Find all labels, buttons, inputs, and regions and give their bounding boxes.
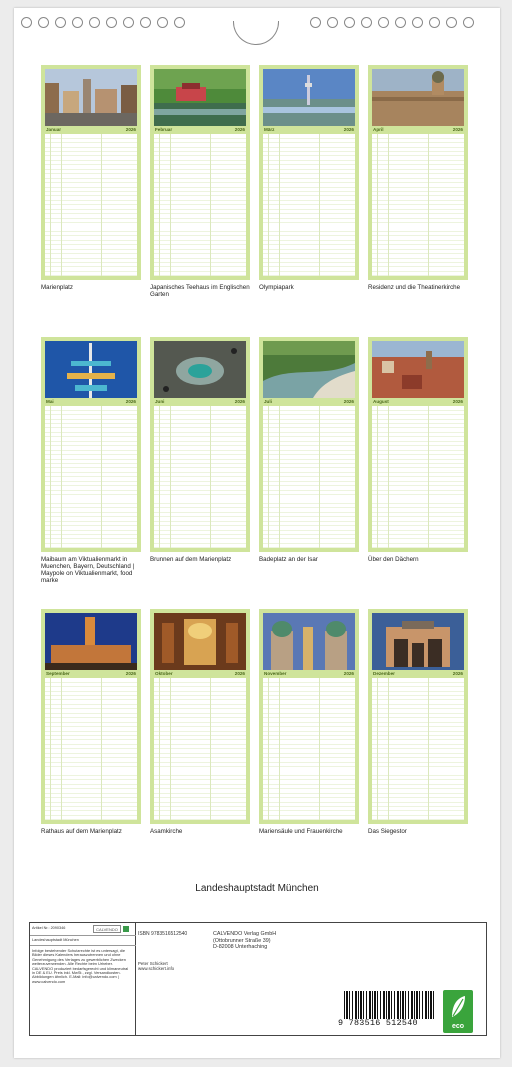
calendar-page <box>14 8 500 1058</box>
photo-caption: Marienplatz <box>41 284 73 291</box>
month-name: August <box>373 399 389 404</box>
calendar-title: Landeshauptstadt München <box>195 883 319 894</box>
month-frame <box>259 65 359 280</box>
day-grid <box>45 134 137 276</box>
binding-hole <box>174 17 185 28</box>
publisher-city: D-82008 Unterhaching <box>213 944 268 950</box>
day-grid <box>45 406 137 548</box>
binding-hole <box>395 17 406 28</box>
month-frame <box>368 609 468 824</box>
day-grid <box>263 406 355 548</box>
month-frame <box>41 65 141 280</box>
binding-hole <box>344 17 355 28</box>
calvendo-small-logo: CALVENDO <box>93 925 121 933</box>
month-photo <box>263 613 355 670</box>
day-grid <box>372 678 464 820</box>
binding-hole <box>412 17 423 28</box>
month-photo <box>45 69 137 126</box>
day-grid <box>154 406 246 548</box>
month-header <box>372 399 464 405</box>
month-photo <box>154 613 246 670</box>
month-photo <box>45 613 137 670</box>
hanger-hook <box>233 21 279 45</box>
publisher-street: (Ottobrunner Straße 39) <box>213 937 271 944</box>
month-header <box>372 671 464 677</box>
month-photo <box>372 613 464 670</box>
binding-hole <box>361 17 372 28</box>
info-title: Landeshauptstadt München <box>32 938 79 942</box>
month-year: 2026 <box>452 399 463 404</box>
binding-hole <box>38 17 49 28</box>
author-name: Peter Schickert <box>138 961 168 966</box>
month-year: 2026 <box>125 399 136 404</box>
month-name: April <box>373 127 384 132</box>
day-grid <box>154 134 246 276</box>
publisher-block <box>213 931 276 951</box>
month-year: 2026 <box>452 671 463 676</box>
photo-caption: Maibaum am Viktualienmarkt in Muenchen, Bayern, Deutschland | Maypole on Viktualienmarkt, food marke <box>41 556 135 585</box>
binding-hole <box>106 17 117 28</box>
info-left-column <box>30 923 136 1035</box>
photo-caption: Rathaus auf dem Marienplatz <box>41 828 122 835</box>
month-frame <box>41 337 141 552</box>
eco-label: eco <box>451 1023 465 1030</box>
month-photo <box>263 69 355 126</box>
month-year: 2026 <box>125 671 136 676</box>
month-header <box>263 399 355 405</box>
month-frame <box>259 337 359 552</box>
month-photo <box>372 69 464 126</box>
month-header <box>45 671 137 677</box>
author-url: www.schickert.info <box>138 966 175 971</box>
photo-caption: Das Siegestor <box>368 828 407 835</box>
month-year: 2026 <box>452 127 463 132</box>
binding-hole <box>123 17 134 28</box>
month-year: 2026 <box>234 671 245 676</box>
month-year: 2026 <box>234 127 245 132</box>
month-photo <box>263 341 355 398</box>
binding-hole <box>463 17 474 28</box>
month-name: Mai <box>46 399 54 404</box>
barcode-digits: 9 783516 512540 <box>338 1018 418 1028</box>
photo-caption: Badeplatz an der Isar <box>259 556 318 563</box>
photo-caption: Über den Dächern <box>368 556 419 563</box>
author-block <box>138 961 174 971</box>
month-photo <box>372 341 464 398</box>
month-header <box>45 127 137 133</box>
month-name: November <box>264 671 287 676</box>
info-panel <box>29 922 487 1036</box>
month-header <box>154 127 246 133</box>
month-header <box>372 127 464 133</box>
publisher-name: CALVENDO Verlag GmbH <box>213 931 277 937</box>
day-grid <box>154 678 246 820</box>
month-year: 2026 <box>343 127 354 132</box>
month-year: 2026 <box>343 399 354 404</box>
binding-hole <box>140 17 151 28</box>
binding-hole <box>157 17 168 28</box>
month-name: Februar <box>155 127 173 132</box>
binding-hole <box>89 17 100 28</box>
binding-hole <box>72 17 83 28</box>
divider <box>30 935 136 936</box>
photo-caption: Asamkirche <box>150 828 183 835</box>
month-year: 2026 <box>343 671 354 676</box>
month-header <box>154 399 246 405</box>
day-grid <box>263 678 355 820</box>
month-year: 2026 <box>125 127 136 132</box>
month-year: 2026 <box>234 399 245 404</box>
photo-caption: Olympiapark <box>259 284 294 291</box>
calvendo-logo-mark <box>123 926 129 932</box>
month-name: Juli <box>264 399 272 404</box>
binding-hole <box>327 17 338 28</box>
month-header <box>45 399 137 405</box>
binding-hole <box>55 17 66 28</box>
legal-notice: Infolge bestehender Schutzrechte ist es untersagt, die Bilder dieses Kalenders herauszutrennen und ohne Genehmigung des Verlages zu gewerblichen Zwecken weiterzuverwenden. Alle Rechte beim Urheber. CALVENDO produziert bedarfsgerecht und klimaneutral in DE & EU. Preis inkl. MwSt., zzgl. Versandkosten. Abbildungen ähnlich. E-Mail: info@calvendo.com | www.calvendo.com <box>32 948 129 984</box>
month-header <box>154 671 246 677</box>
day-grid <box>45 678 137 820</box>
binding-hole <box>429 17 440 28</box>
photo-caption: Mariensäule und Frauenkirche <box>259 828 343 835</box>
leaf-icon <box>449 995 467 1019</box>
month-name: März <box>264 127 275 132</box>
month-frame <box>368 337 468 552</box>
month-header <box>263 671 355 677</box>
month-header <box>263 127 355 133</box>
photo-caption: Japanisches Teehaus im Englischen Garten <box>150 284 250 299</box>
day-grid <box>372 134 464 276</box>
month-frame <box>150 65 250 280</box>
month-frame <box>150 609 250 824</box>
article-number: Artikel Nr.: 2090346 <box>32 926 66 930</box>
month-name: Juni <box>155 399 165 404</box>
eco-badge <box>443 990 473 1033</box>
month-name: September <box>46 671 70 676</box>
barcode <box>338 991 442 1031</box>
day-grid <box>372 406 464 548</box>
month-photo <box>154 69 246 126</box>
binding-holes <box>14 17 500 31</box>
barcode-bars <box>344 991 436 1019</box>
divider <box>30 945 136 946</box>
binding-hole <box>310 17 321 28</box>
month-frame <box>150 337 250 552</box>
day-grid <box>263 134 355 276</box>
isbn: ISBN 9783516512540 <box>138 931 188 937</box>
month-photo <box>45 341 137 398</box>
month-frame <box>41 609 141 824</box>
binding-hole <box>378 17 389 28</box>
photo-caption: Residenz und die Theatinerkirche <box>368 284 461 291</box>
binding-hole <box>446 17 457 28</box>
photo-caption: Brunnen auf dem Marienplatz <box>150 556 232 563</box>
month-frame <box>259 609 359 824</box>
month-name: Oktober <box>155 671 173 676</box>
month-frame <box>368 65 468 280</box>
month-photo <box>154 341 246 398</box>
month-name: Dezember <box>373 671 395 676</box>
month-name: Januar <box>46 127 62 132</box>
binding-hole <box>21 17 32 28</box>
